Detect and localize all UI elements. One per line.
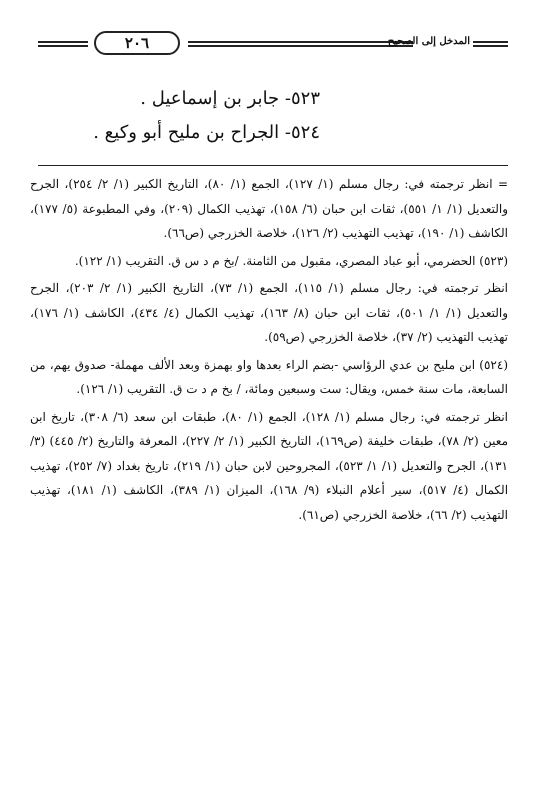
footnote-separator bbox=[38, 165, 508, 166]
running-title: المدخل إلى الصحيح bbox=[387, 36, 470, 47]
header-rule bbox=[473, 41, 508, 43]
header-rule bbox=[188, 41, 413, 43]
page-header bbox=[38, 30, 508, 58]
header-rule bbox=[38, 41, 88, 43]
header-rule bbox=[473, 45, 508, 47]
header-rule bbox=[188, 45, 413, 47]
footnotes bbox=[30, 172, 508, 530]
entry-524: ٥٢٤- الجراح بن مليح أبو وكيع . bbox=[93, 122, 320, 143]
entry-523: ٥٢٣- جابر بن إسماعيل . bbox=[140, 88, 320, 109]
footnote-523-sources: انظر ترجمته في: رجال مسلم (١/ ١١٥)، الجمع (١/ ٧٣)، التاريخ الكبير (١/ ٢/ ٢٠٣)، الجرح والتعديل (١/ ١/ ٥٠١)، ثقات ابن حبان (٨/ ١٦٣)، تهذيب الكمال (٤/ ٤٣٤)، الكاشف (١/ ١٧٦)، تهذيب التهذيب (٢/ ٣٧)، خلاصة الخزرجي (ص٥٩). bbox=[30, 281, 509, 344]
footnote-524: (٥٢٤) ابن مليح بن عدي الرؤاسي -بضم الراء بعدها واو بهمزة وبعد الألف مهملة- صدوق يهم، من السابعة، مات سنة خمس، ويقال: ست وسبعين ومائة، / بخ م د ت ق. التقريب (١/ ١٢٦). bbox=[30, 357, 508, 396]
footnote-continuation: = انظر ترجمته في: رجال مسلم (١/ ١٢٧)، الجمع (١/ ٨٠)، التاريخ الكبير (١/ ٢/ ٢٥٤)، الجرح والتعديل (١/ ١/ ٥٥١)، ثقات ابن حبان (٦/ ١٥٨)، تهذيب الكمال (٢٠٩)، وفي المطبوعة (٥/ ١٧٧)، الكاشف (١/ ١٩٠)، تهذيب التهذيب (٢/ ١٢٦)، خلاصة الخزرجي (ص٦٦). bbox=[30, 177, 509, 240]
footnote-524-sources: انظر ترجمته في: رجال مسلم (١/ ١٢٨)، الجمع (١/ ٨٠)، طبقات ابن سعد (٦/ ٣٠٨)، تاريخ ابن معين (٢/ ٧٨)، طبقات خليفة (ص١٦٩)، التاريخ الكبير (١/ ٢/ ٢٢٧)، المعرفة والتاريخ (٢/ ٤٤٥) (٣/ ١٣١)، الجرح والتعديل (١/ ١/ ٥٢٣)، المجروحين لابن حبان (١/ ٢١٩)، تاريخ بغداد (٧/ ٢٥٢)، تهذيب الكمال (٤/ ٥١٧)، سير أعلام النبلاء (٩/ ١٦٨)، الميزان (١/ ٣٨٩)، الكاشف (١/ ١٨١)، تهذيب التهذيب (٢/ ٦٦)، خلاصة الخزرجي (ص٦١). bbox=[30, 409, 509, 522]
entry-list bbox=[20, 82, 320, 150]
footnote-523: (٥٢٣) الحضرمي، أبو عباد المصري، مقبول من الثامنة. /بخ م د س ق. التقريب (١/ ١٢٢). bbox=[74, 253, 508, 268]
page-number: ٢٠٦ bbox=[94, 31, 180, 55]
header-rule bbox=[38, 45, 88, 47]
